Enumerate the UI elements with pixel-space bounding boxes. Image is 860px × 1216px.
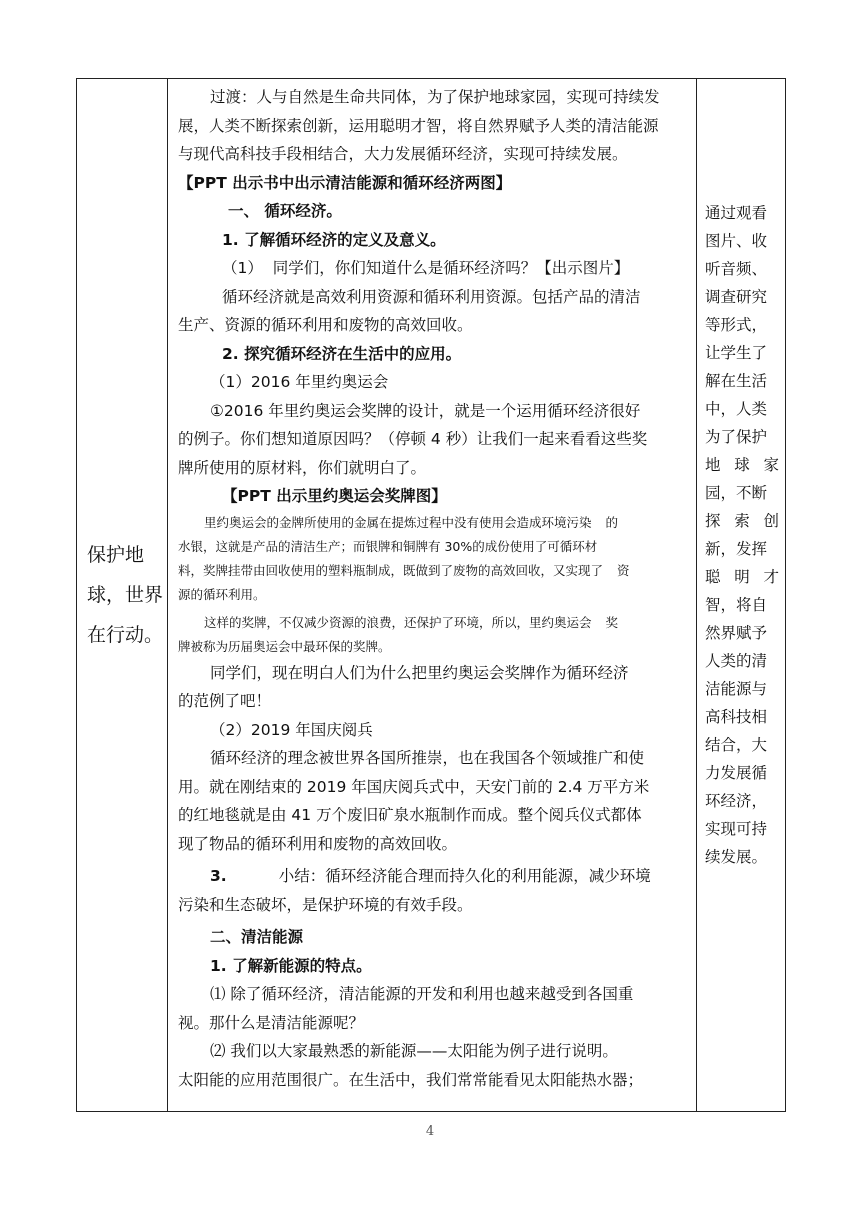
ppt-note: 【PPT 出示书中出示清洁能源和循环经济两图】: [178, 173, 512, 192]
clean-energy-line: 太阳能的应用范围很广。在生活中，我们常常能看见太阳能热水器；: [178, 1070, 644, 1089]
audio-script-text: 的: [605, 514, 619, 530]
summary-number: 3.: [210, 867, 227, 885]
table-row: [77, 79, 786, 1112]
parade-line: 的红地毯就是由 41 万个废旧矿泉水瓶制作而成。整个阅兵仪式都体: [178, 806, 642, 824]
audio-script-line: [178, 559, 686, 583]
clean-energy-line: ⑵ 我们以大家最熟悉的新能源——太阳能为例子进行说明。: [210, 1042, 618, 1060]
design-intent-line: 听音频、: [705, 260, 768, 278]
example-heading: （2）2019 年国庆阅兵: [210, 720, 373, 739]
transition-line: 过渡：人与自然是生命共同体，为了保护地球家园，实现可持续发: [210, 88, 660, 106]
subsection-heading: 2. 探究循环经济在生活中的应用。: [222, 344, 462, 363]
section-label-line: 在行动。: [87, 624, 164, 646]
design-intent: [697, 79, 785, 871]
parade-line: 现了物品的循环利用和废物的高效回收。: [178, 834, 458, 853]
medal-summary-line: 的范例了吧！: [178, 692, 272, 710]
design-intent-line: 力发展循: [705, 764, 768, 782]
definition-line: 生产、资源的循环利用和废物的高效回收。: [178, 316, 473, 334]
design-intent-line: 高科技相: [705, 708, 768, 726]
olympic-line: 牌所使用的原材料，你们就明白了。: [178, 458, 427, 477]
design-intent-line: 图片、收: [705, 232, 768, 250]
olympic-line: ①2016 年里约奥运会奖牌的设计，就是一个运用循环经济很好: [210, 401, 641, 420]
summary-line: [178, 862, 686, 891]
design-intent-line: 然界赋予: [705, 624, 768, 642]
design-intent-line: 人类的清: [705, 652, 768, 670]
design-intent-line: 环经济，: [705, 792, 768, 810]
design-intent-line: 新，发挥: [705, 540, 768, 558]
audio-script-line: 源的循环利用。: [178, 586, 266, 602]
definition-line: 循环经济就是高效利用资源和循环利用资源。包括产品的清洁: [222, 287, 641, 306]
audio-script-line: 水银，这就是产品的清洁生产；而银牌和铜牌有 30%的成份使用了可循环材: [178, 538, 598, 554]
medal-summary-line: 同学们，现在明白人们为什么把里约奥运会奖牌作为循环经济: [210, 663, 629, 682]
summary-line: 污染和生态破坏，是保护环境的有效手段。: [178, 895, 473, 914]
section-heading: 一、 循环经济。: [228, 202, 342, 220]
audio-script-text: 里约奥运会的金牌所使用的金属在提炼过程中没有使用会造成环境污染: [204, 514, 592, 530]
design-intent-line: 探 索 创: [705, 512, 779, 530]
design-intent-line: 结合，大: [705, 736, 768, 754]
audio-script-line: [178, 511, 686, 535]
audio-script-line: [178, 611, 686, 635]
summary-text: 小结：循环经济能合理而持久化的利用能源，减少环境: [278, 867, 651, 885]
design-intent-line: 地 球 家: [705, 456, 779, 474]
transition-line: 与现代高科技手段相结合，大力发展循环经济，实现可持续发展。: [178, 145, 628, 163]
subsection-heading: 1. 了解循环经济的定义及意义。: [222, 230, 446, 249]
transition-line: 展，人类不断探索创新，运用聪明才智，将自然界赋予人类的清洁能源: [178, 116, 659, 135]
section-label-line: 保护地: [87, 544, 145, 566]
ppt-note: 【PPT 出示里约奥运会奖牌图】: [222, 487, 447, 505]
teaching-content-cell: [168, 79, 697, 1112]
question-line: [178, 254, 686, 283]
example-heading: （1）2016 年里约奥运会: [210, 373, 389, 391]
clean-energy-line: ⑴ 除了循环经济，清洁能源的开发和利用也越来越受到各国重: [210, 985, 634, 1003]
audio-script-text: 奖: [605, 614, 619, 630]
subsection-heading: 1. 了解新能源的特点。: [210, 956, 372, 975]
audio-script-text: 资: [617, 562, 630, 578]
design-intent-line: 续发展。: [705, 848, 768, 866]
design-intent-line: 聪 明 才: [705, 568, 779, 586]
parade-line: 循环经济的理念被世界各国所推崇，也在我国各个领域推广和使: [210, 749, 645, 767]
audio-script-text: 这样的奖牌，不仅减少资源的浪费，还保护了环境，所以，里约奥运会: [204, 614, 592, 630]
design-intent-line: 等形式，: [705, 316, 768, 334]
design-intent-line: 洁能源与: [705, 680, 768, 698]
design-intent-cell: [697, 79, 786, 1112]
design-intent-line: 通过观看: [705, 204, 768, 222]
design-intent-line: 调查研究: [705, 288, 768, 306]
question-text: 同学们，你们知道什么是循环经济吗？【出示图片】: [272, 259, 630, 277]
section-label-cell: [77, 79, 168, 1112]
section-label-line: 球，世界: [87, 584, 164, 606]
parade-line: 用。就在刚结束的 2019 年国庆阅兵式中，天安门前的 2.4 万平方米: [178, 777, 650, 796]
design-intent-line: 让学生了: [705, 344, 768, 362]
design-intent-line: 解在生活: [705, 372, 768, 390]
design-intent-line: 园，不断: [705, 484, 768, 502]
audio-script-line: 牌被称为历届奥运会中最环保的奖牌。: [178, 638, 391, 654]
clean-energy-line: 视。那什么是清洁能源呢？: [178, 1013, 365, 1032]
design-intent-line: 中，人类: [705, 400, 768, 418]
question-number: （1）: [222, 259, 263, 277]
page-number: 4: [425, 1124, 435, 1139]
olympic-line: 的例子。你们想知道原因吗？（停顿 4 秒）让我们一起来看看这些奖: [178, 430, 648, 448]
section-label: [77, 535, 167, 655]
lesson-plan-table: [76, 78, 786, 1112]
design-intent-line: 为了保护: [705, 428, 768, 446]
design-intent-line: 实现可持: [705, 820, 768, 838]
audio-script-text: 料，奖牌挂带由回收使用的塑料瓶制成，既做到了废物的高效回收，又实现了: [178, 562, 604, 578]
design-intent-line: 智，将自: [705, 596, 768, 614]
teaching-content: [168, 79, 696, 1094]
section-heading: 二、清洁能源: [210, 928, 304, 946]
